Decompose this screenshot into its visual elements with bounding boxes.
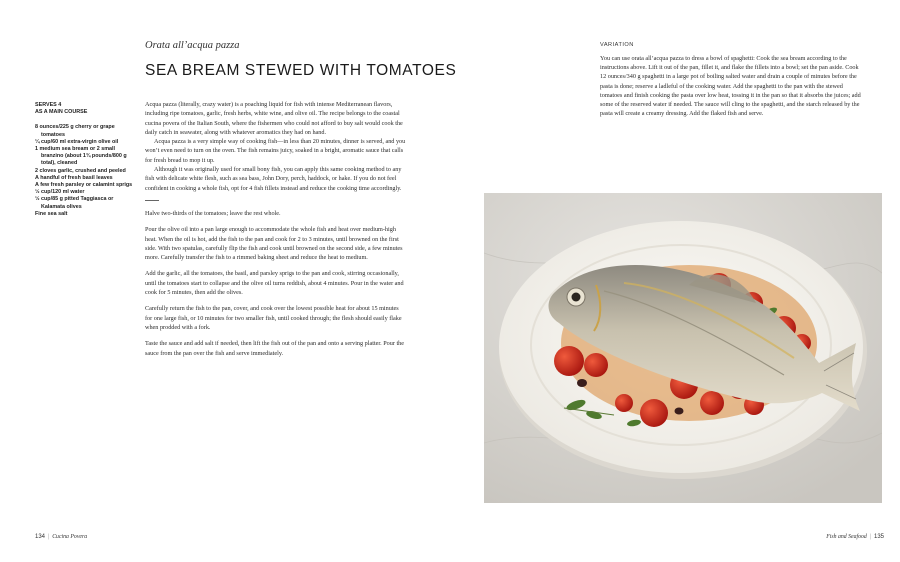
ingredient-item: 2 cloves garlic, crushed and peeled bbox=[35, 167, 126, 174]
right-page-footer bbox=[826, 534, 884, 540]
ingredients-sidebar bbox=[35, 102, 135, 218]
method-step: Halve two-thirds of the tomatoes; leave the rest whole. bbox=[145, 209, 281, 217]
left-page-footer bbox=[35, 534, 87, 540]
dish-illustration bbox=[484, 193, 882, 503]
ingredient-item: ¼ cup/60 ml extra-virgin olive oil bbox=[35, 138, 119, 145]
method-step: Taste the sauce and add salt if needed, then lift the fish out of the pan and onto a serving platter. Pour the sauce from the pan over the fish and serve immediately. bbox=[145, 340, 405, 357]
serves-label bbox=[35, 102, 135, 116]
method-step: Add the garlic, all the tomatoes, the basil, and parsley sprigs to the pan and cook, stirring occasionally, until the tomatoes start to collapse and the olive oil turns reddish, about 4 minutes. Pour in the water and cook for 5 minutes, then add the olives. bbox=[145, 270, 404, 297]
page-number: 135 bbox=[873, 534, 884, 540]
ingredient-item: ½ cup/85 g pitted Taggiasca or Kalamata olives bbox=[35, 196, 114, 210]
dish-photo bbox=[484, 193, 882, 503]
ingredient-list bbox=[35, 124, 135, 218]
ingredient-item: A handful of fresh basil leaves bbox=[35, 174, 113, 181]
intro-paragraph: Acqua pazza (literally, crazy water) is a poaching liquid for fish with intense Mediterranean flavors, including ripe tomatoes, garlic, fresh herbs, white wine, and olive oil. The recipe belongs to the coastal cucina povera of the Italian South, where the fishermen who could not afford to buy salt would cook the daily catch in seawater, along with whatever aromatics they had on hand. bbox=[145, 101, 403, 136]
method-step: Carefully return the fish to the pan, cover, and cook over the lowest possible heat for about 15 minutes for one large fish, or 10 minutes for two smaller fish, until cooked through; the flesh should easily flake when prodded with a fork. bbox=[145, 305, 402, 331]
serves-count: SERVES 4 bbox=[35, 102, 62, 108]
method-step: Pour the olive oil into a pan large enough to accommodate the whole fish and heat over medium-high heat. When the oil is hot, add the fish to the pan and cook for 2 to 3 minutes, until browned on the first side. With two spatulas, carefully flip the fish and cook until browned on the second side, a few minutes more. Carefully transfer the fish to a rimmed baking sheet and reduce the heat to medium. bbox=[145, 226, 403, 262]
intro-paragraph: Acqua pazza is a very simple way of cooking fish—in less than 20 minutes, dinner is served, and you won’t even need to turn on the oven. The fish remains juicy, soaked in a bright, aromatic sauce that calls for fresh bread to mop it up. bbox=[145, 138, 406, 164]
footer-separator: | bbox=[869, 534, 871, 540]
serves-course: AS A MAIN COURSE bbox=[35, 109, 88, 116]
section-divider bbox=[145, 200, 159, 201]
recipe-body bbox=[145, 100, 407, 365]
ingredient-item: 8 ounces/225 g cherry or grape tomatoes bbox=[35, 124, 115, 138]
ingredient-item: A few fresh parsley or calamint sprigs bbox=[35, 182, 133, 189]
page-number: 134 bbox=[35, 534, 46, 540]
ingredient-item: Fine sea salt bbox=[35, 210, 68, 217]
variation-heading: VARIATION bbox=[600, 42, 634, 48]
chapter-title: Fish and Seafood bbox=[826, 534, 867, 540]
ingredient-item: ½ cup/120 ml water bbox=[35, 189, 85, 196]
footer-separator: | bbox=[48, 534, 50, 540]
variation-text: You can use orata all’acqua pazza to dress a bowl of spaghetti: Cook the sea bream according to the instructions above. Lift it out of the pan, fillet it, and flake the fillets into a bowl; set the pan aside. Cook 12 ounces/340 g spaghetti in a large pot of boiling salted water and drain a couple of minutes before the pasta is done; reserve a ladleful of the cooking water. Add the spaghetti to the pan with the stewed tomatoes and finish cooking the pasta over low heat, tossing it in the pan so that it absorbs the juices; add some of the reserved water if needed. The sauce will cling to the spaghetti, and the starch released by the pasta will create a creamy dressing. Add the flaked fish and serve. bbox=[600, 55, 861, 118]
ingredient-item: 1 medium sea bream or 2 small branzino (about 1¾ pounds/800 g total), cleaned bbox=[35, 146, 127, 167]
book-title: Cucina Povera bbox=[52, 534, 88, 540]
intro-paragraph: Although it was originally used for small bony fish, you can apply this same cooking method to any fish with delicate white flesh, such as sea bass, John Dory, perch, haddock, or hake. If you do not feel confident in cooking a whole fish, opt for 4 fish fillets instead and reduce the cooking time accordingly. bbox=[145, 166, 402, 192]
recipe-title: SEA BREAM STEWED WITH TOMATOES bbox=[145, 62, 457, 79]
recipe-italian-name: Orata all’acqua pazza bbox=[145, 40, 240, 51]
